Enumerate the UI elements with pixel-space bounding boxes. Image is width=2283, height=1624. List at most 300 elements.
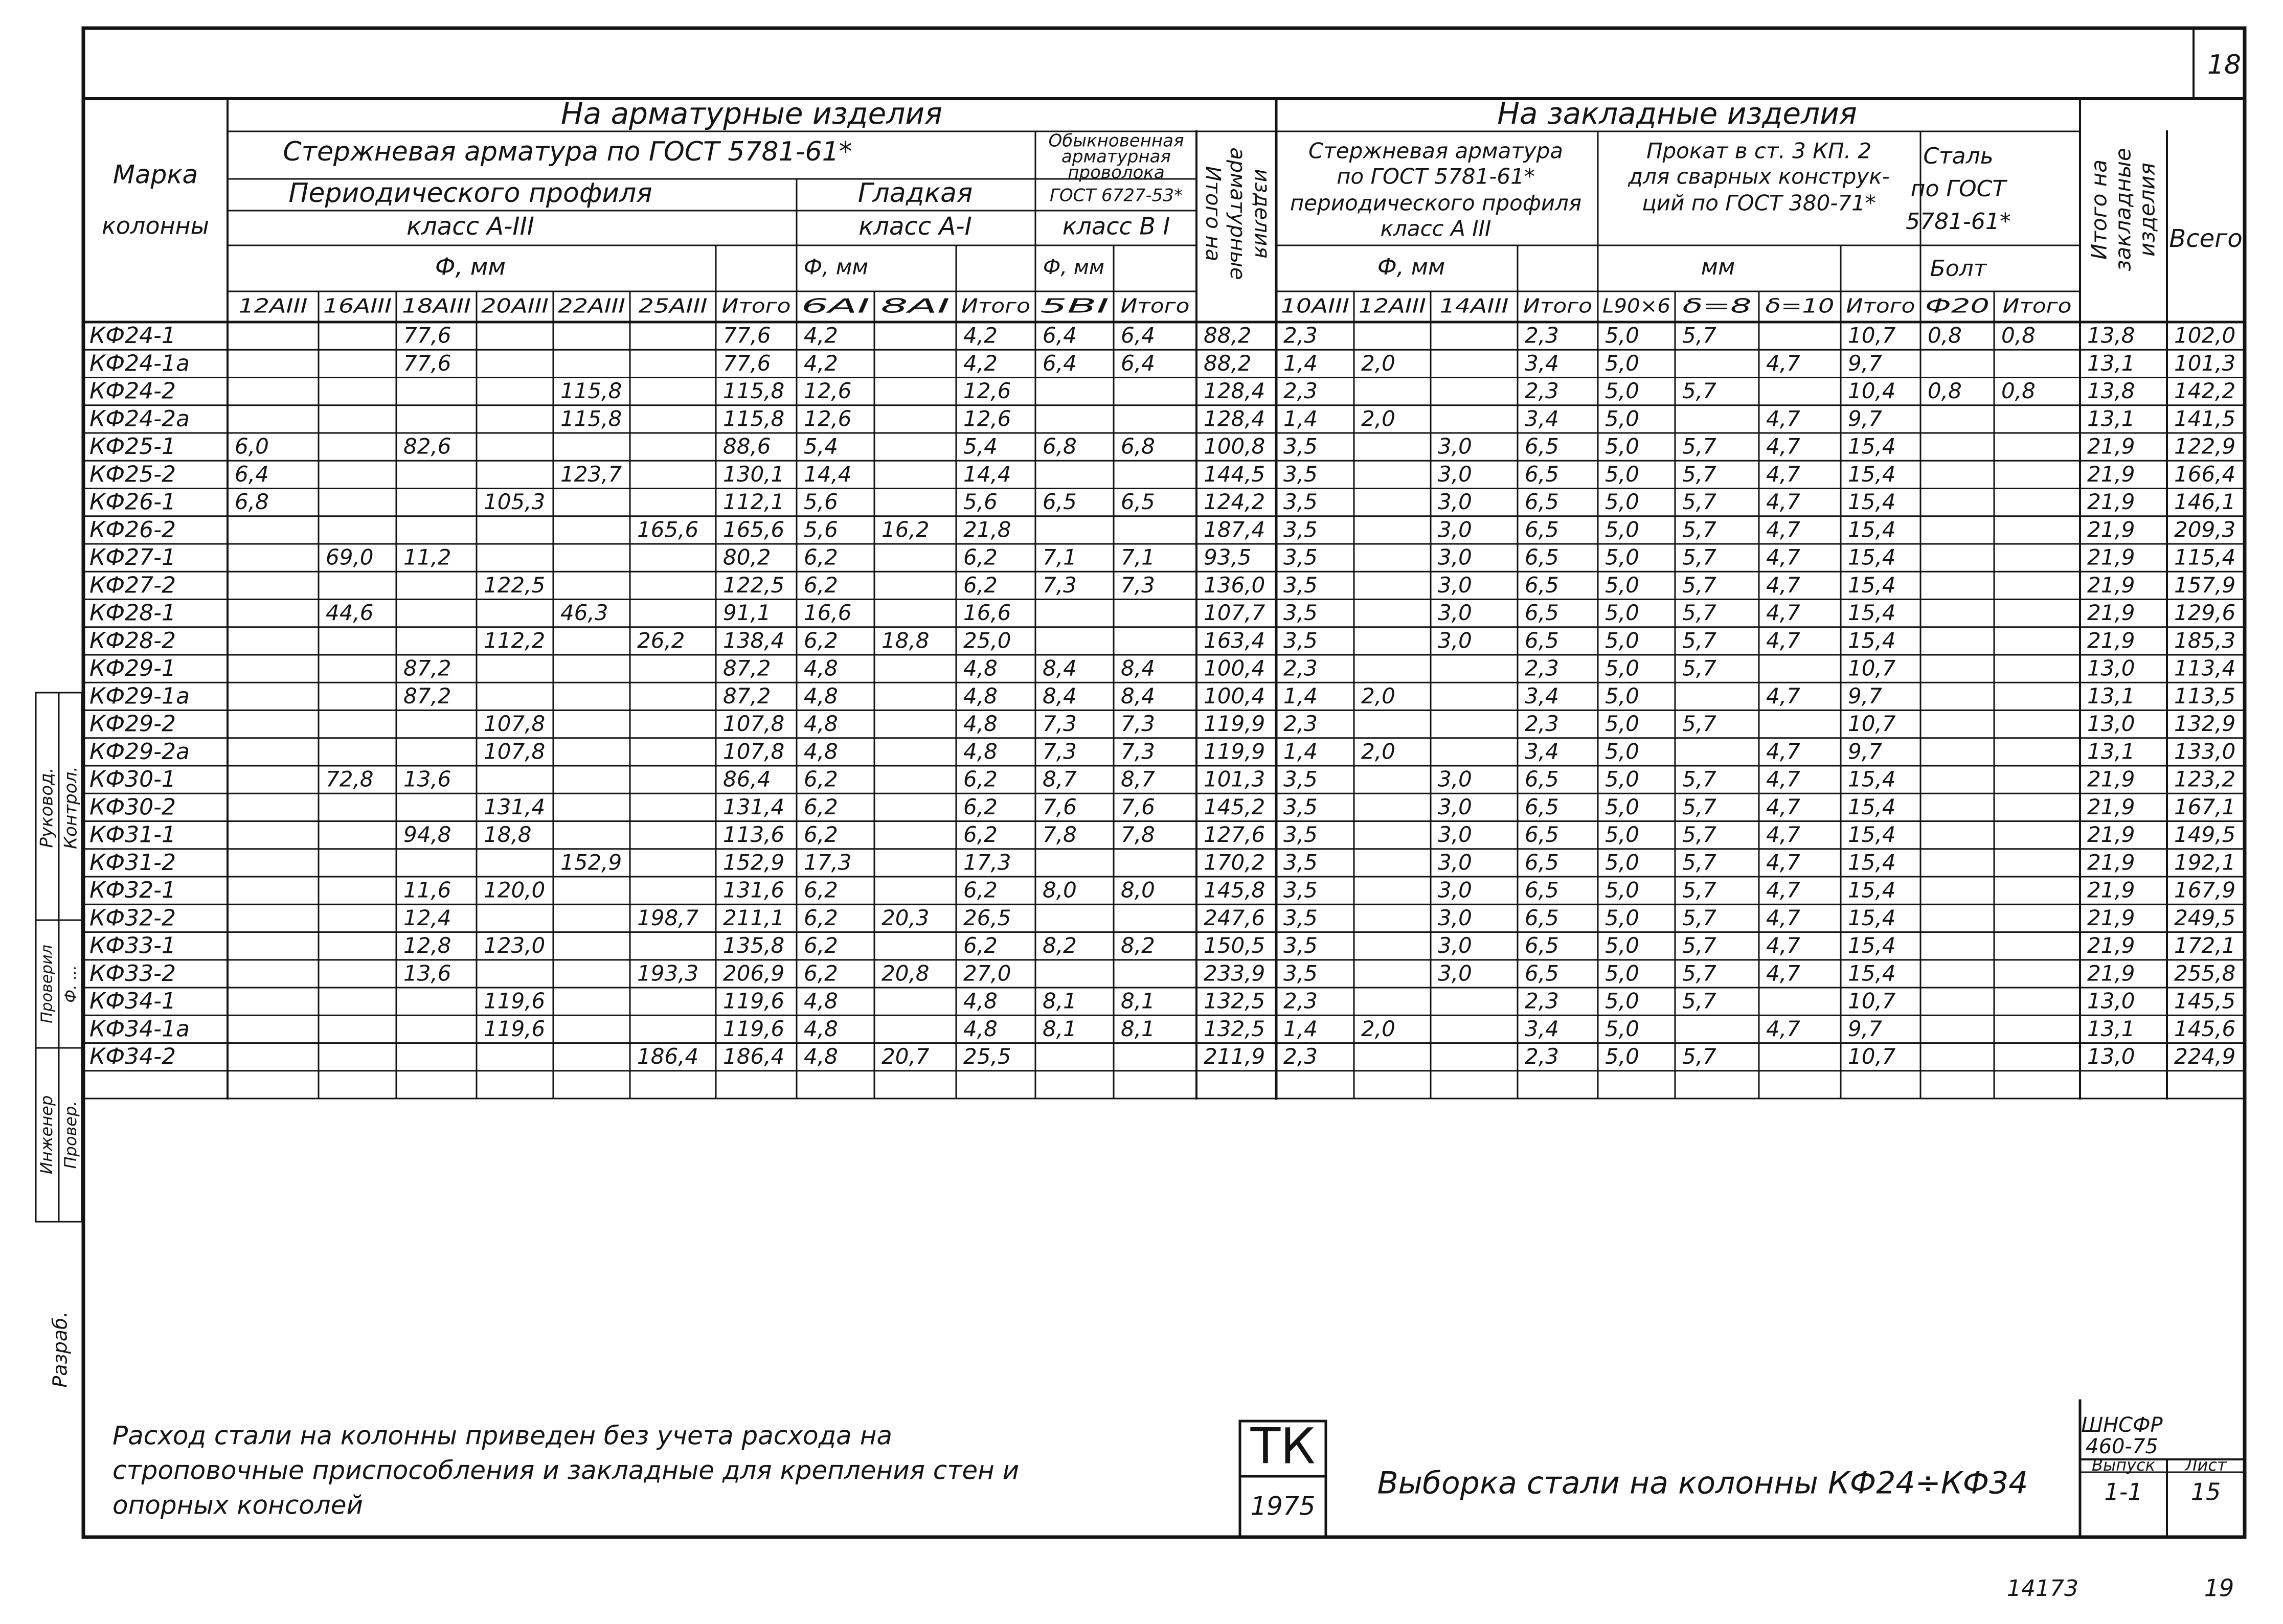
table-cell: 193,3 [637, 960, 699, 986]
table-cell: 21,9 [2087, 600, 2135, 626]
column-header: 25АIII [638, 294, 708, 317]
table-cell: 152,9 [723, 850, 785, 875]
table-cell: 4,7 [1766, 406, 1800, 431]
table-cell: 136,0 [1204, 572, 1265, 598]
table-cell: 93,5 [1204, 544, 1252, 570]
table-cell: 77,6 [723, 350, 771, 376]
table-cell: 165,6 [637, 517, 699, 542]
table-cell: 3,0 [1438, 517, 1472, 542]
table-cell: 107,8 [723, 711, 785, 737]
column-mark-cell: КФ34-1а [89, 1016, 190, 1042]
table-cell: 3,5 [1283, 794, 1318, 819]
column-header: 6АI [801, 294, 870, 317]
group-wire: ГОСТ 6727-53* [1049, 185, 1183, 206]
table-cell: 165,6 [723, 517, 785, 542]
table-cell: 26,5 [963, 905, 1011, 930]
group-periodic: Периодического профиля [288, 178, 652, 209]
table-cell: 150,5 [1204, 933, 1265, 958]
table-cell: 6,2 [963, 877, 998, 903]
table-cell: 6,2 [804, 544, 838, 570]
table-text [37, 50, 2243, 1602]
group-wire: арматурная [1061, 146, 1171, 167]
table-cell: 3,0 [1438, 850, 1472, 875]
group-diam: Ф, мм [435, 253, 506, 281]
table-cell: 9,7 [1848, 683, 1882, 708]
table-cell: 3,0 [1438, 877, 1472, 903]
column-mark-cell: КФ30-2 [89, 794, 176, 820]
table-cell: 10,7 [1848, 988, 1896, 1014]
margin-sign-label: Провер. [61, 1101, 80, 1169]
table-cell: 10,7 [1848, 711, 1896, 737]
table-cell: 5,0 [1605, 378, 1639, 404]
table-cell: 21,9 [2087, 794, 2135, 819]
total-reinf-header: изделия [1250, 169, 1274, 259]
table-cell: 132,9 [2174, 711, 2236, 737]
table-cell: 187,4 [1204, 517, 1265, 542]
table-cell: 7,3 [1121, 572, 1155, 598]
table-cell: 100,4 [1204, 655, 1265, 681]
table-cell: 170,2 [1204, 850, 1265, 875]
table-cell: 5,0 [1605, 933, 1639, 958]
table-cell: 8,1 [1043, 1016, 1077, 1041]
table-cell: 3,5 [1283, 489, 1318, 515]
group-steel: Сталь [1923, 143, 1994, 169]
table-cell: 3,5 [1283, 960, 1318, 986]
table-cell: 13,6 [403, 960, 451, 986]
table-cell: 15,4 [1848, 433, 1896, 459]
column-header: 12АIII [1359, 294, 1426, 317]
table-cell: 3,4 [1525, 739, 1559, 764]
table-cell: 11,6 [403, 877, 451, 903]
table-cell: 122,9 [2174, 433, 2236, 459]
table-cell: 3,5 [1283, 433, 1318, 459]
table-cell: 77,6 [403, 323, 451, 348]
table-cell: 5,0 [1605, 794, 1639, 819]
group-rolled-unit: мм [1701, 254, 1735, 280]
column-mark-cell: КФ34-2 [89, 1043, 176, 1070]
column-header: 8АI [880, 294, 950, 317]
column-mark-cell: КФ27-2 [89, 572, 176, 599]
table-cell: 4,8 [963, 655, 998, 681]
table-cell: 105,3 [484, 489, 546, 515]
group-rod-gost: Стержневая арматура по ГОСТ 5781-61* [283, 136, 852, 167]
column-mark-cell: КФ32-1 [89, 877, 176, 904]
table-cell: 6,4 [1043, 323, 1077, 348]
table-cell: 5,7 [1682, 1044, 1716, 1069]
table-cell: 8,7 [1121, 766, 1155, 792]
table-cell: 112,2 [484, 628, 546, 653]
table-cell: 5,0 [1605, 683, 1639, 708]
group-emb-rod: Стержневая арматура [1308, 138, 1564, 164]
group-diam-wire: Ф, мм [1043, 256, 1105, 279]
table-cell: 46,3 [560, 600, 608, 626]
table-cell: 133,0 [2174, 739, 2236, 764]
table-cell: 4,7 [1766, 739, 1800, 764]
table-cell: 5,7 [1682, 572, 1716, 598]
table-cell: 5,7 [1682, 544, 1716, 570]
table-cell: 5,4 [963, 433, 998, 459]
column-header: Ф20 [1925, 294, 1990, 317]
table-cell: 4,2 [804, 323, 838, 348]
inventory-number: 14173 [2007, 1575, 2078, 1602]
table-cell: 69,0 [326, 544, 374, 570]
table-cell: 8,0 [1121, 877, 1155, 903]
table-cell: 6,5 [1525, 877, 1559, 903]
table-cell: 8,1 [1043, 988, 1077, 1014]
table-cell: 247,6 [1204, 905, 1265, 930]
table-cell: 15,4 [1848, 933, 1896, 958]
column-mark-cell: КФ27-1 [89, 544, 176, 571]
table-cell: 131,4 [723, 794, 785, 819]
table-cell: 7,1 [1043, 544, 1077, 570]
table-cell: 5,0 [1605, 711, 1639, 737]
table-cell: 21,9 [2087, 822, 2135, 848]
table-cell: 5,0 [1605, 489, 1639, 515]
table-cell: 4,7 [1766, 628, 1800, 653]
table-cell: 5,7 [1682, 655, 1716, 681]
table-cell: 10,7 [1848, 655, 1896, 681]
table-cell: 3,0 [1438, 600, 1472, 626]
column-mark-cell: КФ29-2 [89, 711, 176, 737]
table-cell: 6,5 [1525, 517, 1559, 542]
table-cell: 3,0 [1438, 572, 1472, 598]
table-cell: 10,7 [1848, 323, 1896, 348]
column-header: Итого [1523, 294, 1592, 317]
table-cell: 2,3 [1283, 378, 1318, 404]
margin-sign-label: Контрол. [60, 766, 81, 849]
stamp-series: 460-75 [2086, 1435, 2158, 1458]
table-cell: 2,3 [1525, 711, 1559, 737]
table-cell: 21,9 [2087, 877, 2135, 903]
group-steel: по ГОСТ [1910, 176, 2006, 202]
table-cell: 5,7 [1682, 517, 1716, 542]
table-cell: 13,8 [2087, 323, 2135, 348]
table-cell: 94,8 [403, 822, 451, 848]
table-cell: 113,6 [723, 822, 785, 848]
column-header: δ=8 [1682, 294, 1752, 317]
table-cell: 21,9 [2087, 517, 2135, 542]
table-cell: 88,6 [723, 433, 771, 459]
table-cell: 122,5 [484, 572, 546, 598]
table-cell: 206,9 [723, 960, 785, 986]
table-cell: 4,7 [1766, 350, 1800, 376]
group-smooth: Гладкая [857, 178, 973, 209]
table-cell: 4,8 [804, 711, 838, 737]
table-cell: 2,0 [1361, 406, 1395, 431]
table-cell: 6,8 [1121, 433, 1155, 459]
total-emb-header: изделия [2134, 163, 2160, 257]
table-cell: 5,7 [1682, 711, 1716, 737]
page-number-top: 18 [2207, 50, 2242, 80]
table-cell: 4,7 [1766, 905, 1800, 930]
table-cell: 77,6 [403, 350, 451, 376]
table-cell: 4,8 [963, 683, 998, 708]
table-cell: 9,7 [1848, 739, 1882, 764]
table-cell: 233,9 [1204, 960, 1265, 986]
table-cell: 135,8 [723, 933, 785, 958]
table-cell: 1,4 [1283, 683, 1318, 708]
table-cell: 2,0 [1361, 739, 1395, 764]
table-cell: 10,7 [1848, 1044, 1896, 1069]
table-cell: 115,8 [723, 378, 785, 404]
table-cell: 131,6 [723, 877, 785, 903]
table-cell: 5,7 [1682, 323, 1716, 348]
table-cell: 6,2 [804, 822, 838, 848]
table-cell: 21,9 [2087, 850, 2135, 875]
table-cell: 15,4 [1848, 850, 1896, 875]
table-cell: 4,8 [963, 739, 998, 764]
table-cell: 3,0 [1438, 822, 1472, 848]
table-cell: 12,6 [804, 378, 852, 404]
total-emb-header: Итого на [2086, 159, 2112, 260]
table-cell: 88,2 [1204, 350, 1252, 376]
column-header: 14АIII [1439, 294, 1509, 317]
table-cell: 163,4 [1204, 628, 1265, 653]
group-rolled: Прокат в ст. 3 КП. 2 [1646, 138, 1872, 164]
table-cell: 2,3 [1525, 323, 1559, 348]
table-cell: 198,7 [637, 905, 699, 930]
table-cell: 3,0 [1438, 544, 1472, 570]
table-cell: 16,2 [881, 517, 930, 542]
table-cell: 11,2 [403, 544, 451, 570]
table-cell: 131,4 [484, 794, 546, 819]
column-mark-cell: КФ32-2 [89, 905, 176, 931]
table-cell: 115,4 [2174, 544, 2236, 570]
table-cell: 25,5 [963, 1044, 1011, 1069]
table-cell: 6,5 [1525, 628, 1559, 653]
table-cell: 2,3 [1283, 655, 1318, 681]
table-cell: 5,7 [1682, 933, 1716, 958]
stamp-sheet-label: Лист [2185, 1455, 2227, 1475]
total-reinf-header: арматурные [1226, 147, 1249, 280]
table-cell: 119,9 [1204, 711, 1265, 737]
note-line: строповочные приспособления и закладные для крепления стен и [112, 1455, 1020, 1485]
table-cell: 88,2 [1204, 323, 1252, 348]
note-line: Расход стали на колонны приведен без учета расхода на [112, 1421, 893, 1451]
group-class-b1: класс В I [1062, 212, 1170, 240]
table-cell: 2,3 [1283, 988, 1318, 1014]
table-cell: 8,4 [1121, 655, 1155, 681]
table-cell: 3,5 [1283, 517, 1318, 542]
table-cell: 14,4 [804, 461, 852, 487]
table-cell: 4,2 [963, 323, 998, 348]
column-mark-cell: КФ24-2а [89, 405, 190, 432]
column-mark-cell: КФ25-1 [89, 433, 176, 460]
table-cell: 16,6 [804, 600, 852, 626]
table-cell: 6,0 [235, 433, 269, 459]
table-cell: 0,8 [2001, 323, 2036, 348]
column-mark-cell: КФ26-1 [89, 489, 176, 515]
table-cell: 14,4 [963, 461, 1011, 487]
table-cell: 44,6 [326, 600, 374, 626]
table-cell: 115,8 [560, 378, 622, 404]
table-cell: 192,1 [2174, 850, 2236, 875]
table-cell: 224,9 [2174, 1044, 2236, 1069]
table-cell: 13,8 [2087, 378, 2135, 404]
table-cell: 6,2 [804, 905, 838, 930]
table-cell: 6,5 [1121, 489, 1155, 515]
table-cell: 211,9 [1204, 1044, 1265, 1069]
table-cell: 6,2 [963, 933, 998, 958]
group-rolled: для сварных конструк- [1628, 164, 1890, 189]
table-cell: 4,2 [963, 350, 998, 376]
table-cell: 3,4 [1525, 406, 1559, 431]
table-cell: 123,7 [560, 461, 622, 487]
table-cell: 5,7 [1682, 766, 1716, 792]
table-cell: 157,9 [2174, 572, 2236, 598]
column-header: 18АIII [402, 294, 471, 317]
table-cell: 5,7 [1682, 822, 1716, 848]
table-cell: 20,7 [881, 1044, 930, 1069]
column-mark-cell: КФ33-2 [89, 960, 176, 987]
table-cell: 3,5 [1283, 544, 1318, 570]
table-cell: 186,4 [723, 1044, 785, 1069]
table-cell: 5,0 [1605, 323, 1639, 348]
table-cell: 13,0 [2087, 988, 2135, 1014]
table-cell: 15,4 [1848, 600, 1896, 626]
table-cell: 91,1 [723, 600, 771, 626]
table-cell: 6,5 [1525, 461, 1559, 487]
stamp-series: ШНСФР [2081, 1413, 2163, 1437]
table-cell: 5,0 [1605, 766, 1639, 792]
table-cell: 3,5 [1283, 572, 1318, 598]
table-cell: 4,7 [1766, 600, 1800, 626]
table-cell: 5,4 [804, 433, 838, 459]
table-cell: 4,2 [804, 350, 838, 376]
table-cell: 80,2 [723, 544, 771, 570]
table-cell: 3,0 [1438, 933, 1472, 958]
table-cell: 122,5 [723, 572, 785, 598]
column-mark-cell: КФ34-1 [89, 988, 176, 1015]
table-cell: 107,7 [1204, 600, 1265, 626]
margin-sign-label: Разраб. [49, 1311, 72, 1388]
table-cell: 132,5 [1204, 1016, 1265, 1041]
table-cell: 5,7 [1682, 433, 1716, 459]
table-cell: 13,1 [2087, 350, 2135, 376]
group-class-a1: класс А-I [858, 212, 972, 241]
table-cell: 6,5 [1525, 850, 1559, 875]
table-cell: 115,8 [560, 406, 622, 431]
table-cell: 6,5 [1525, 600, 1559, 626]
table-cell: 82,6 [403, 433, 451, 459]
table-cell: 8,0 [1043, 877, 1077, 903]
table-cell: 21,9 [2087, 933, 2135, 958]
stamp-issue: 1-1 [2104, 1478, 2143, 1506]
table-cell: 2,0 [1361, 1016, 1395, 1041]
table-cell: 6,2 [963, 572, 998, 598]
table-cell: 5,0 [1605, 655, 1639, 681]
column-header: Итого [1120, 294, 1190, 317]
note-line: опорных консолей [112, 1490, 364, 1520]
table-cell: 3,0 [1438, 766, 1472, 792]
table-cell: 4,7 [1766, 850, 1800, 875]
table-cell: 112,1 [723, 489, 785, 515]
column-mark-cell: КФ24-2 [89, 378, 176, 404]
table-cell: 15,4 [1848, 461, 1896, 487]
table-cell: 167,9 [2174, 877, 2236, 903]
column-mark-cell: КФ26-2 [89, 516, 176, 543]
table-cell: 107,8 [484, 711, 546, 737]
group-diam-smooth: Ф, мм [803, 254, 869, 280]
total-all-header: Всего [2169, 224, 2243, 253]
table-cell: 6,5 [1525, 489, 1559, 515]
table-cell: 172,1 [2174, 933, 2236, 958]
table-cell: 4,8 [804, 1044, 838, 1069]
table-cell: 128,4 [1204, 406, 1265, 431]
table-cell: 13,0 [2087, 655, 2135, 681]
table-cell: 6,2 [963, 794, 998, 819]
table-cell: 5,7 [1682, 378, 1716, 404]
column-header: 10АIII [1281, 294, 1349, 317]
table-cell: 4,7 [1766, 572, 1800, 598]
table-cell: 3,5 [1283, 600, 1318, 626]
table-cell: 3,5 [1283, 766, 1318, 792]
table-cell: 6,2 [963, 822, 998, 848]
table-cell: 5,0 [1605, 1044, 1639, 1069]
column-header: 16АIII [323, 294, 392, 317]
table-cell: 124,2 [1204, 489, 1265, 515]
column-mark-cell: КФ24-1 [89, 323, 176, 349]
table-cell: 119,6 [723, 988, 785, 1014]
table-cell: 2,3 [1283, 323, 1318, 348]
table-cell: 18,8 [484, 822, 532, 848]
table-cell: 3,5 [1283, 905, 1318, 930]
table-cell: 100,8 [1204, 433, 1265, 459]
table-cell: 102,0 [2174, 323, 2236, 348]
table-cell: 2,0 [1361, 350, 1395, 376]
table-cell: 8,2 [1043, 933, 1077, 958]
group-bolt: Болт [1930, 256, 1987, 282]
group-emb-rod: периодического профиля [1290, 190, 1582, 216]
table-cell: 5,0 [1605, 600, 1639, 626]
table-cell: 141,5 [2174, 406, 2236, 431]
table-cell: 77,6 [723, 323, 771, 348]
column-mark-cell: КФ31-2 [89, 849, 176, 876]
stamp-year: 1975 [1250, 1491, 1316, 1521]
table-cell: 15,4 [1848, 628, 1896, 653]
table-cell: 2,3 [1283, 711, 1318, 737]
table-cell: 5,0 [1605, 572, 1639, 598]
table-cell: 5,0 [1605, 628, 1639, 653]
table-cell: 5,0 [1605, 544, 1639, 570]
table-cell: 6,4 [1043, 350, 1077, 376]
table-cell: 4,7 [1766, 489, 1800, 515]
stamp-sheet: 15 [2190, 1478, 2221, 1506]
table-cell: 8,4 [1043, 683, 1077, 708]
table-cell: 6,5 [1525, 766, 1559, 792]
table-cell: 3,0 [1438, 628, 1472, 653]
table-cell: 6,2 [804, 794, 838, 819]
table-cell: 3,4 [1525, 350, 1559, 376]
table-cell: 12,6 [963, 406, 1011, 431]
table-cell: 101,3 [2174, 350, 2236, 376]
stamp-logo: ТК [1250, 1417, 1316, 1475]
table-cell: 12,4 [403, 905, 451, 930]
table-cell: 3,4 [1525, 683, 1559, 708]
table-cell: 13,6 [403, 766, 451, 792]
table-cell: 7,1 [1121, 544, 1155, 570]
column-header: Итого [1846, 294, 1915, 317]
table-cell: 5,0 [1605, 960, 1639, 986]
table-cell: 249,5 [2174, 905, 2236, 930]
group-emb-rod: по ГОСТ 5781-61* [1337, 164, 1535, 189]
table-cell: 13,0 [2087, 1044, 2135, 1069]
table-cell: 144,5 [1204, 461, 1265, 487]
table-cell: 16,6 [963, 600, 1011, 626]
table-cell: 6,4 [1121, 323, 1155, 348]
table-cell: 7,3 [1121, 711, 1155, 737]
table-cell: 15,4 [1848, 905, 1896, 930]
